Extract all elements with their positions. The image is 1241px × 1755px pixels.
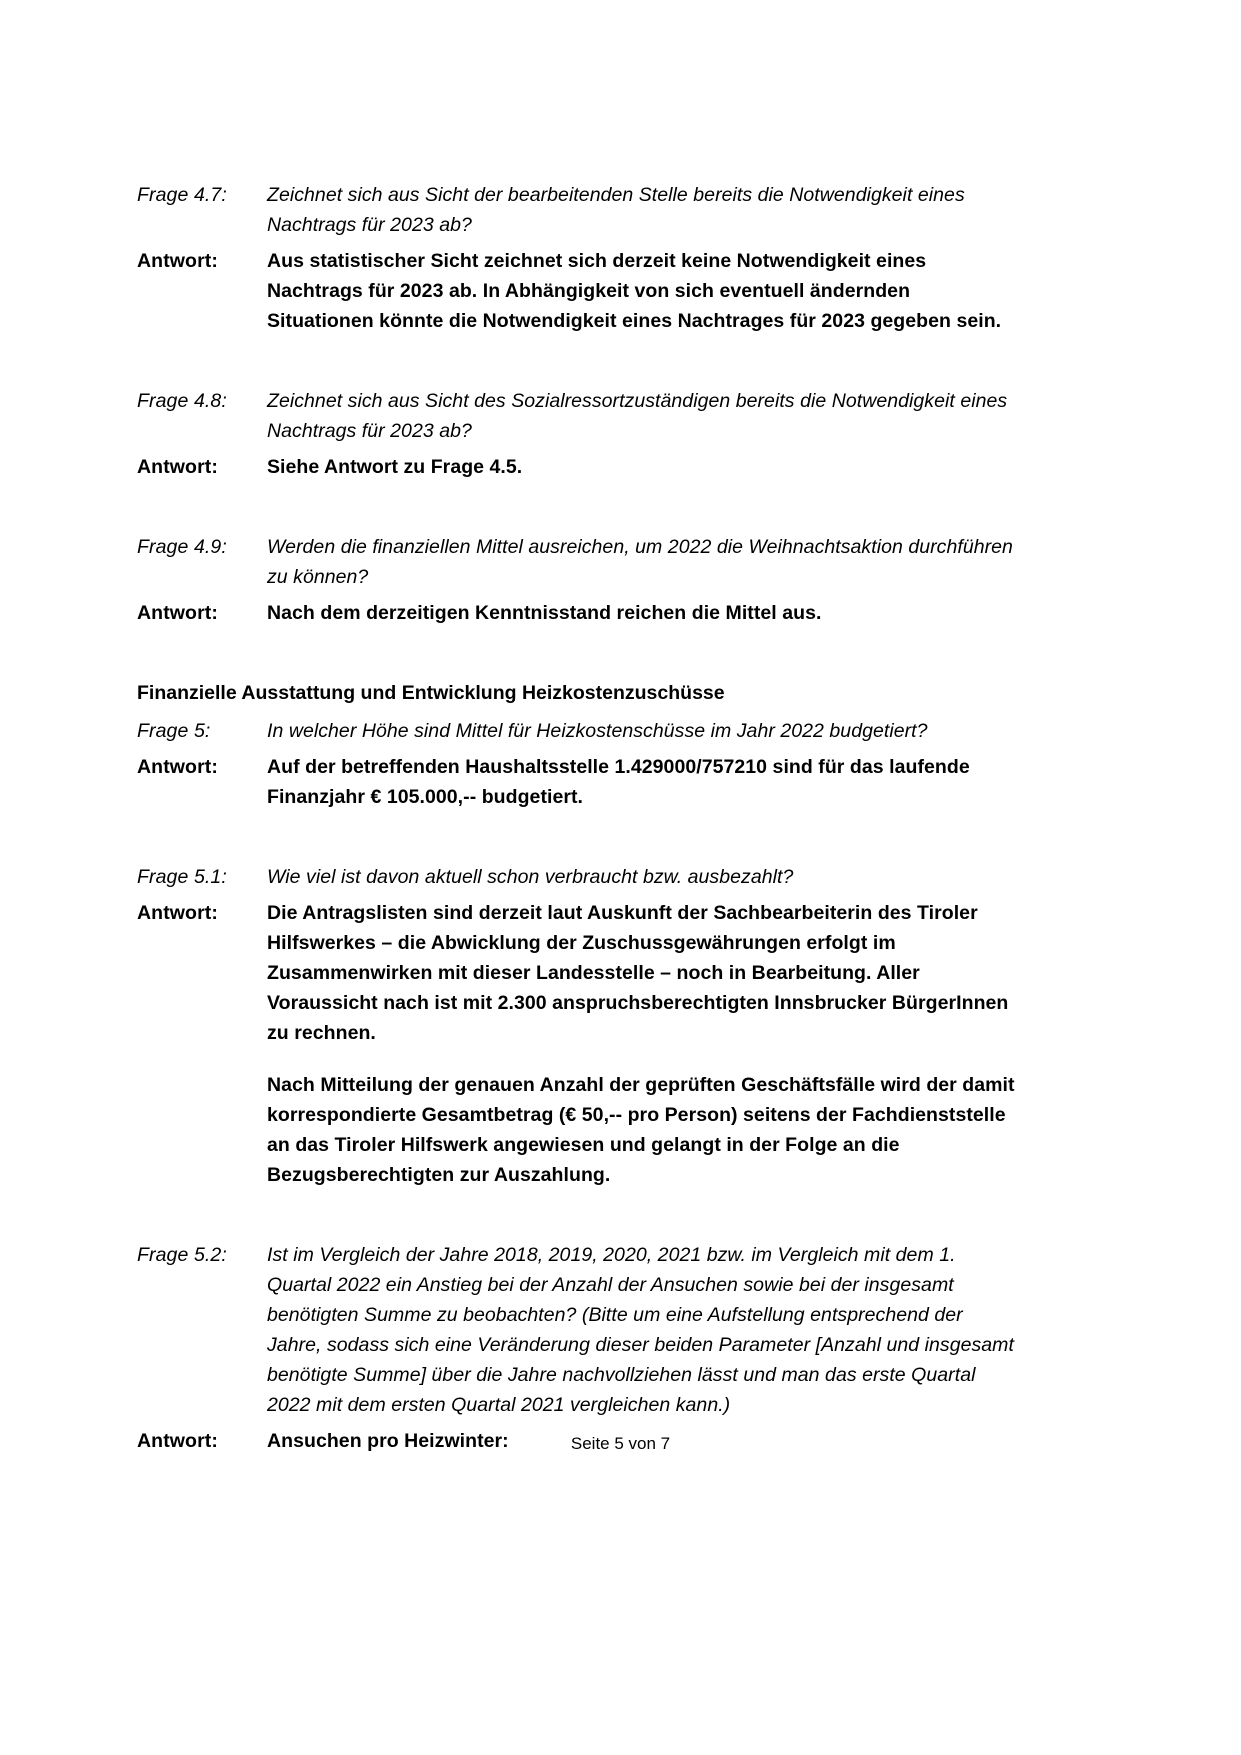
- qa-block: [137, 716, 1017, 812]
- qa-block: [137, 386, 1017, 482]
- question-row: [137, 532, 1017, 592]
- answer-label: Antwort:: [137, 250, 218, 272]
- spacer: [137, 840, 1017, 862]
- answer-paragraph: Auf der betreffenden Haushaltsstelle 1.429000/757210 sind für das laufende Finanzjahr € 105.000,-- budgetiert.: [267, 756, 970, 808]
- spacer: [137, 656, 1017, 678]
- answer-label: Antwort:: [137, 756, 218, 778]
- answer-row: [137, 752, 1017, 812]
- answer-label: Antwort:: [137, 602, 218, 624]
- question-text: Werden die finanziellen Mittel ausreichen, um 2022 die Weihnachtsaktion durchführen zu können?: [267, 536, 1013, 588]
- document-body: [137, 180, 1017, 1484]
- answer-text: [267, 598, 1017, 628]
- spacer: [137, 1218, 1017, 1240]
- answer-row: [137, 598, 1017, 628]
- answer-paragraph: Nach Mitteilung der genauen Anzahl der geprüften Geschäftsfälle wird der damit korrespondierte Gesamtbetrag (€ 50,-- pro Person) seitens der Fachdienststelle an das Tiroler Hilfswerk angewiesen und gelangt in der Folge an die Bezugsberechtigten zur Auszahlung.: [267, 1074, 1015, 1186]
- answer-paragraph: Aus statistischer Sicht zeichnet sich derzeit keine Notwendigkeit eines Nachtrags für 2023 ab. In Abhängigkeit von sich eventuell ändernden Situationen könnte die Notwendigkeit eines Nachtrages für 2023 gegeben sein.: [267, 250, 1002, 332]
- question-row: [137, 1240, 1017, 1420]
- answer-row: [137, 898, 1017, 1190]
- spacer: [137, 364, 1017, 386]
- answer-text: [267, 898, 1017, 1190]
- qa-block: [137, 1240, 1017, 1456]
- question-label: Frage 4.7:: [137, 184, 227, 206]
- qa-block: [137, 180, 1017, 336]
- answer-text: [267, 752, 1017, 812]
- spacer: [137, 510, 1017, 532]
- answer-paragraph: Siehe Antwort zu Frage 4.5.: [267, 456, 523, 478]
- question-label: Frage 5.2:: [137, 1244, 227, 1266]
- question-label: Frage 4.9:: [137, 536, 227, 558]
- section-heading: Finanzielle Ausstattung und Entwicklung Heizkostenzuschüsse: [137, 682, 725, 704]
- answer-label: Antwort:: [137, 902, 218, 924]
- answer-text: [267, 452, 1017, 482]
- answer-paragraph: Ansuchen pro Heizwinter:: [267, 1430, 509, 1452]
- question-text: Wie viel ist davon aktuell schon verbraucht bzw. ausbezahlt?: [267, 866, 794, 888]
- answer-label: Antwort:: [137, 1430, 218, 1452]
- answer-label: Antwort:: [137, 456, 218, 478]
- question-text: In welcher Höhe sind Mittel für Heizkostenschüsse im Jahr 2022 budgetiert?: [267, 720, 928, 742]
- question-text: Ist im Vergleich der Jahre 2018, 2019, 2020, 2021 bzw. im Vergleich mit dem 1. Quartal 2022 ein Anstieg bei der Anzahl der Ansuchen sowie bei der insgesamt benötigten Summe zu beobachten? (Bitte um eine Aufstellung entsprechend der Jahre, sodass sich eine Veränderung dieser beiden Parameter [Anzahl und insgesamt benötigte Summe] über die Jahre nachvollziehen lässt und man das erste Quartal 2022 mit dem ersten Quartal 2021 vergleichen kann.): [267, 1244, 1014, 1416]
- page-footer: Seite 5 von 7: [570, 1434, 671, 1453]
- question-label: Frage 4.8:: [137, 390, 227, 412]
- qa-block: [137, 862, 1017, 1190]
- question-label: Frage 5.1:: [137, 866, 227, 888]
- question-row: [137, 862, 1017, 892]
- qa-block: [137, 532, 1017, 628]
- question-text: Zeichnet sich aus Sicht des Sozialressortzuständigen bereits die Notwendigkeit eines Nachtrags für 2023 ab?: [267, 390, 1008, 442]
- answer-text: [267, 246, 1017, 336]
- answer-paragraph: Die Antragslisten sind derzeit laut Auskunft der Sachbearbeiterin des Tiroler Hilfswerkes – die Abwicklung der Zuschussgewährungen erfolgt im Zusammenwirken mit dieser Landesstelle – noch in Bearbeitung. Aller Voraussicht nach ist mit 2.300 anspruchsberechtigten Innsbrucker BürgerInnen zu rechnen.: [267, 902, 1009, 1044]
- question-text: Zeichnet sich aus Sicht der bearbeitenden Stelle bereits die Notwendigkeit eines Nachtrags für 2023 ab?: [267, 184, 965, 236]
- answer-row: [137, 246, 1017, 336]
- question-label: Frage 5:: [137, 720, 211, 742]
- answer-row: [137, 452, 1017, 482]
- answer-paragraph: Nach dem derzeitigen Kenntnisstand reichen die Mittel aus.: [267, 602, 822, 624]
- question-row: [137, 386, 1017, 446]
- question-row: [137, 180, 1017, 240]
- question-row: [137, 716, 1017, 746]
